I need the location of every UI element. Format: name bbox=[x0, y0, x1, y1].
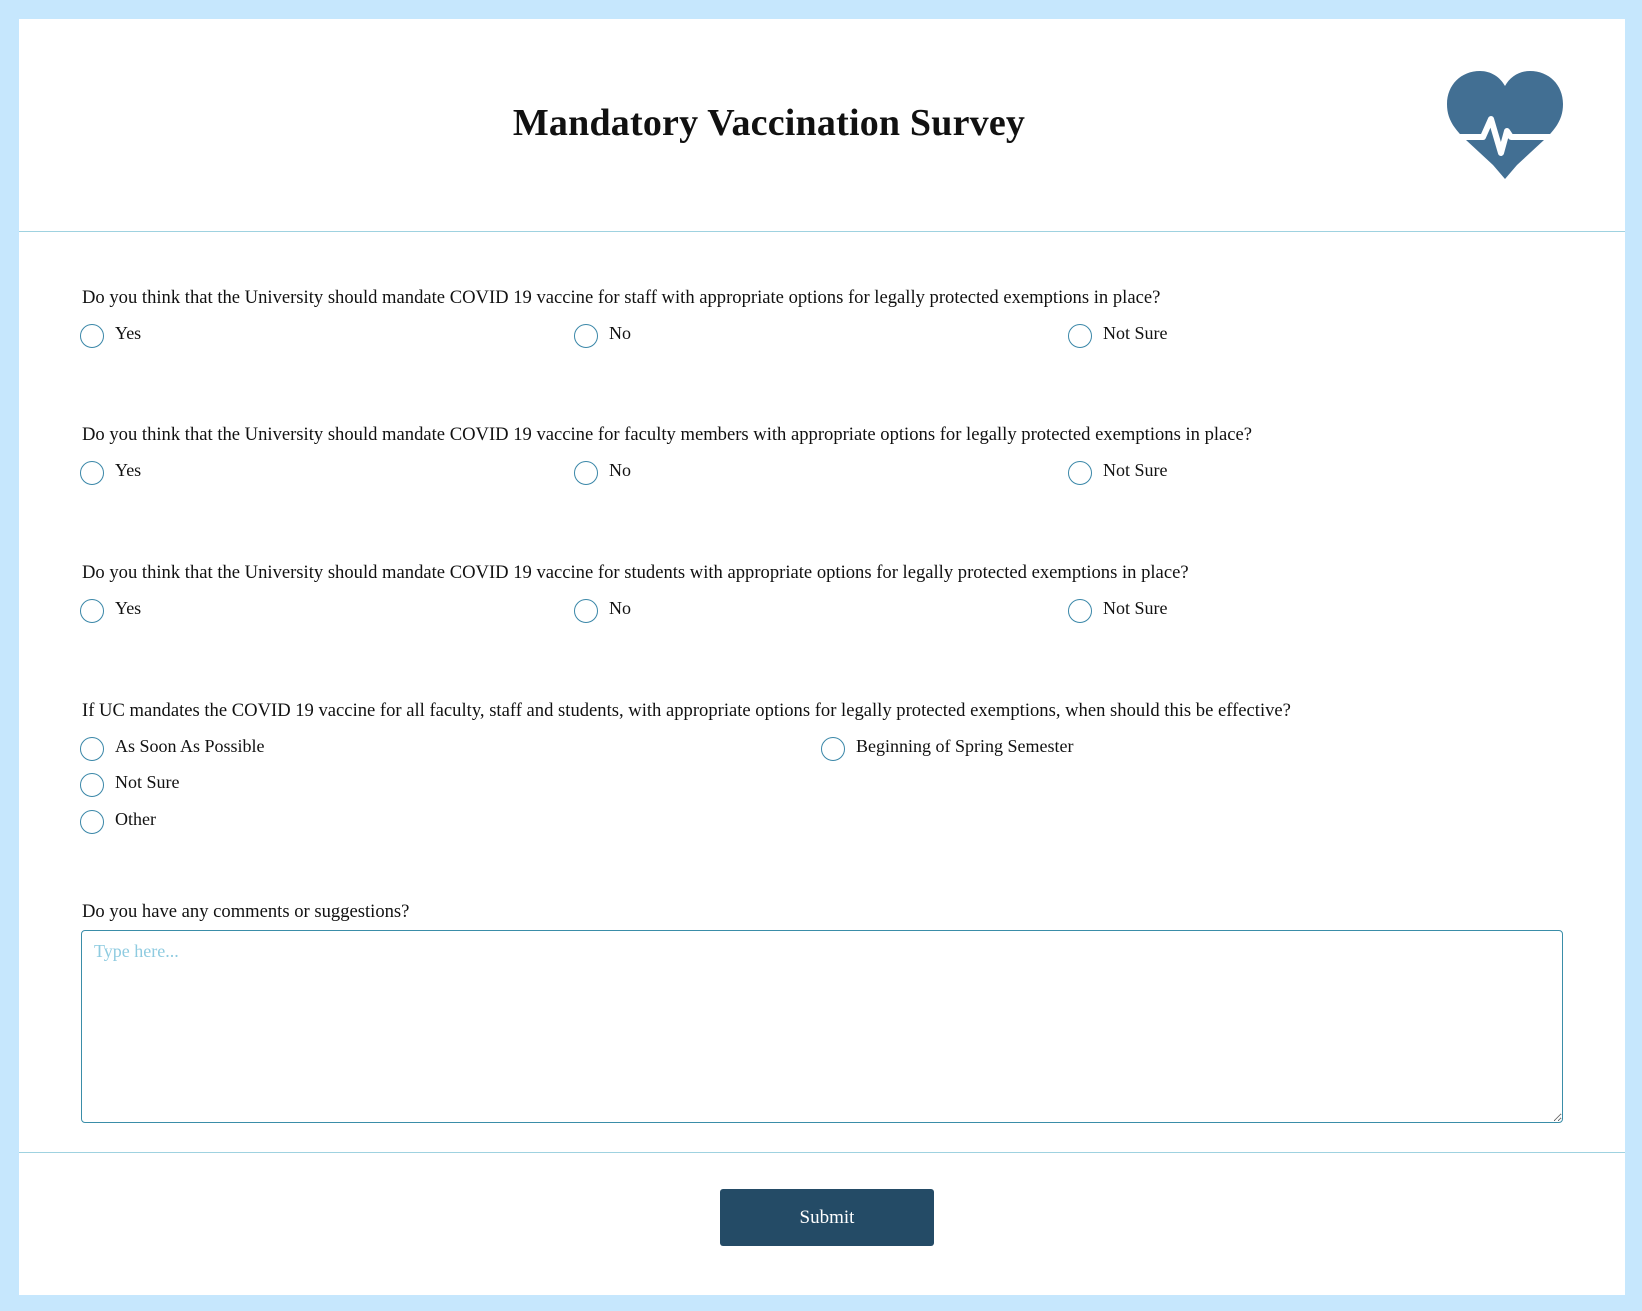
footer-divider bbox=[19, 1152, 1625, 1153]
q3-option-no[interactable] bbox=[574, 596, 631, 620]
radio-button[interactable] bbox=[80, 324, 104, 348]
radio-button[interactable] bbox=[574, 599, 598, 623]
radio-button[interactable] bbox=[80, 599, 104, 623]
q1-option-not-sure[interactable] bbox=[1068, 321, 1168, 345]
option-label: No bbox=[609, 460, 631, 480]
q3-option-yes[interactable] bbox=[80, 596, 141, 620]
option-label: Not Sure bbox=[115, 772, 180, 792]
q2-option-no[interactable] bbox=[574, 458, 631, 482]
radio-button[interactable] bbox=[1068, 461, 1092, 485]
radio-button[interactable] bbox=[80, 810, 104, 834]
survey-card bbox=[19, 19, 1625, 1295]
q4-option-spring-semester[interactable] bbox=[821, 734, 1073, 758]
option-label: Yes bbox=[115, 323, 142, 343]
question-4-text: If UC mandates the COVID 19 vaccine for all faculty, staff and students, with appropriate options for legally protected exemptions, when should this be effective? bbox=[82, 700, 1291, 721]
q2-option-yes[interactable] bbox=[80, 458, 141, 482]
radio-button[interactable] bbox=[80, 461, 104, 485]
q1-option-yes[interactable] bbox=[80, 321, 141, 345]
radio-button[interactable] bbox=[1068, 599, 1092, 623]
page-title: Mandatory Vaccination Survey bbox=[512, 102, 1026, 144]
radio-button[interactable] bbox=[80, 737, 104, 761]
option-label: Beginning of Spring Semester bbox=[856, 736, 1074, 756]
option-label: Other bbox=[115, 809, 156, 829]
radio-button[interactable] bbox=[574, 461, 598, 485]
radio-button[interactable] bbox=[821, 737, 845, 761]
form-header bbox=[19, 19, 1625, 232]
option-label: Yes bbox=[115, 460, 142, 480]
question-1-text: Do you think that the University should mandate COVID 19 vaccine for staff with appropriate options for legally protected exemptions in place? bbox=[82, 287, 1161, 308]
option-label: Not Sure bbox=[1103, 323, 1168, 343]
question-2-text: Do you think that the University should mandate COVID 19 vaccine for faculty members with appropriate options for legally protected exemptions in place? bbox=[82, 424, 1253, 445]
option-label: No bbox=[609, 323, 631, 343]
q4-option-asap[interactable] bbox=[80, 734, 265, 758]
comments-textarea[interactable] bbox=[81, 930, 1563, 1123]
option-label: As Soon As Possible bbox=[115, 736, 265, 756]
q4-option-not-sure[interactable] bbox=[80, 770, 180, 794]
q1-option-no[interactable] bbox=[574, 321, 631, 345]
option-label: Yes bbox=[115, 598, 142, 618]
option-label: Not Sure bbox=[1103, 460, 1168, 480]
q3-option-not-sure[interactable] bbox=[1068, 596, 1168, 620]
option-label: Not Sure bbox=[1103, 598, 1168, 618]
submit-button[interactable]: Submit bbox=[720, 1189, 934, 1246]
radio-button[interactable] bbox=[574, 324, 598, 348]
q4-option-other[interactable] bbox=[80, 807, 156, 831]
option-label: No bbox=[609, 598, 631, 618]
radio-button[interactable] bbox=[1068, 324, 1092, 348]
radio-button[interactable] bbox=[80, 773, 104, 797]
question-3-text: Do you think that the University should mandate COVID 19 vaccine for students with appropriate options for legally protected exemptions in place? bbox=[82, 562, 1189, 583]
comments-label: Do you have any comments or suggestions? bbox=[82, 901, 410, 922]
q2-option-not-sure[interactable] bbox=[1068, 458, 1168, 482]
heart-pulse-icon bbox=[1447, 71, 1563, 181]
